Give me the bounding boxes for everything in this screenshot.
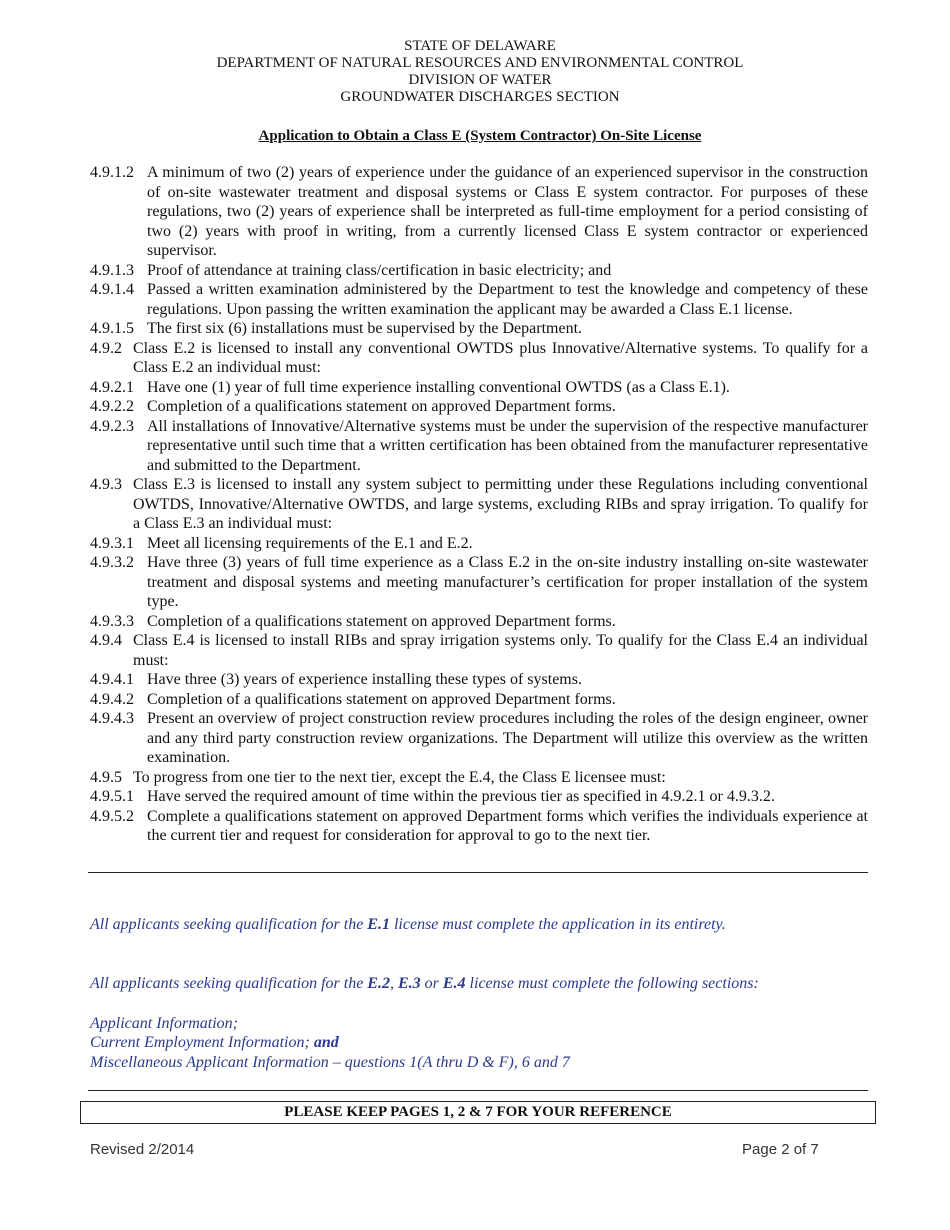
regulation-number: 4.9.4.1 bbox=[90, 671, 134, 688]
regulation-number: 4.9.2.3 bbox=[90, 417, 134, 435]
regulation-item bbox=[90, 534, 868, 554]
note-license-e2: E.2 bbox=[367, 975, 390, 992]
regulation-number: 4.9.3.1 bbox=[90, 534, 134, 552]
header-section: GROUNDWATER DISCHARGES SECTION bbox=[340, 89, 620, 105]
header-state: STATE OF DELAWARE bbox=[404, 38, 556, 54]
note-e234-text-end: license must complete the following sections: bbox=[465, 975, 759, 992]
note-e1-text: All applicants seeking qualification for the bbox=[90, 916, 368, 933]
page-number: Page 2 of 7 bbox=[742, 1141, 819, 1158]
regulation-text: Completion of a qualifications statement on approved Department forms. bbox=[147, 690, 616, 708]
regulation-item bbox=[90, 690, 868, 710]
agency-header bbox=[0, 38, 950, 106]
reference-notice-box: PLEASE KEEP PAGES 1, 2 & 7 FOR YOUR REFERENCE bbox=[80, 1101, 876, 1124]
regulation-text: To progress from one tier to the next tier, except the E.4, the Class E licensee must: bbox=[133, 768, 666, 786]
regulation-item bbox=[90, 378, 868, 398]
regulation-text: All installations of Innovative/Alternative systems must be under the supervision of the respective manufacturer representative until such time that a written certification has been obtained from the manufacturer representative and submitted to the Department. bbox=[147, 417, 868, 474]
regulation-number: 4.9.5 bbox=[90, 768, 122, 786]
regulation-text: Have one (1) year of full time experience installing conventional OWTDS (as a Class E.1). bbox=[147, 378, 730, 396]
regulation-item bbox=[90, 787, 868, 807]
note-separator: , bbox=[389, 975, 398, 992]
regulation-item bbox=[90, 339, 868, 378]
header-department: DEPARTMENT OF NATURAL RESOURCES AND ENVIRONMENTAL CONTROL bbox=[216, 55, 744, 71]
regulation-text: Passed a written examination administered by the Department to test the knowledge and competency of these regulations. Upon passing the written examination the applicant may be awarded a Class E.1 license. bbox=[147, 281, 868, 318]
regulation-number: 4.9.2 bbox=[90, 339, 122, 357]
regulation-text: Completion of a qualifications statement on approved Department forms. bbox=[147, 612, 616, 630]
regulation-number: 4.9.2.2 bbox=[90, 398, 134, 415]
regulation-item bbox=[90, 553, 868, 612]
note-license-e3: E.3 bbox=[397, 975, 421, 992]
regulation-number: 4.9.3 bbox=[90, 476, 122, 493]
regulation-item bbox=[90, 709, 868, 768]
regulation-number: 4.9.1.5 bbox=[90, 320, 134, 337]
regulation-number: 4.9.5.2 bbox=[90, 807, 134, 825]
regulation-text: Have served the required amount of time within the previous tier as specified in 4.9.2.1 or 4.9.3.2. bbox=[147, 788, 775, 805]
regulation-text: Complete a qualifications statement on approved Department forms which verifies the individuals experience at the current tier and request for consideration for approval to go to the next tier. bbox=[147, 807, 868, 844]
regulation-number: 4.9.4.2 bbox=[90, 690, 134, 708]
regulation-item bbox=[90, 261, 868, 281]
regulation-text: Completion of a qualifications statement on approved Department forms. bbox=[147, 398, 616, 415]
required-section-employment-info bbox=[90, 1033, 339, 1053]
required-section-and: and bbox=[309, 1034, 339, 1051]
regulation-item bbox=[90, 280, 868, 319]
note-e234 bbox=[90, 974, 759, 994]
note-e1 bbox=[90, 915, 726, 935]
regulation-item bbox=[90, 807, 868, 846]
note-e234-text: All applicants seeking qualification for the bbox=[90, 975, 368, 992]
regulation-number: 4.9.4.3 bbox=[90, 710, 134, 727]
note-license-e4: E.4 bbox=[442, 975, 466, 992]
note-e1-license: E.1 bbox=[367, 916, 390, 933]
regulation-text: Class E.3 is licensed to install any system subject to permitting under these Regulations including conventional OWTDS, Innovative/Alternative OWTDS, and large systems, excluding RIBs and spray irrigation. To qualify for a Class E.3 an individual must: bbox=[133, 476, 868, 532]
section-divider bbox=[88, 872, 868, 873]
footer-divider bbox=[88, 1090, 868, 1091]
regulation-item bbox=[90, 631, 868, 670]
regulation-text: Have three (3) years of full time experience as a Class E.2 in the on-site industry installing on-site wastewater treatment and disposal systems and meeting manufacturer’s certification for proper installation of the system type. bbox=[147, 554, 868, 610]
header-division: DIVISION OF WATER bbox=[408, 72, 552, 88]
required-section-applicant-info: Applicant Information; bbox=[90, 1015, 238, 1032]
regulation-item bbox=[90, 670, 868, 690]
page-title: Application to Obtain a Class E (System Contractor) On-Site License bbox=[258, 128, 702, 144]
regulation-number: 4.9.4 bbox=[90, 632, 122, 649]
regulation-number: 4.9.1.4 bbox=[90, 281, 134, 298]
regulation-number: 4.9.1.3 bbox=[90, 261, 134, 279]
regulation-text: Class E.4 is licensed to install RIBs and spray irrigation systems only. To qualify for the Class E.4 an individual must: bbox=[133, 632, 868, 669]
note-e1-text-end: license must complete the application in its entirety. bbox=[389, 916, 726, 933]
regulation-item bbox=[90, 768, 868, 788]
revision-date: Revised 2/2014 bbox=[90, 1141, 195, 1158]
regulation-item bbox=[90, 163, 868, 261]
note-separator-or: or bbox=[420, 975, 443, 992]
required-section-misc-info: Miscellaneous Applicant Information – questions 1(A thru D & F), 6 and 7 bbox=[90, 1054, 570, 1071]
regulation-number: 4.9.5.1 bbox=[90, 788, 134, 805]
regulation-text: Proof of attendance at training class/certification in basic electricity; and bbox=[147, 261, 612, 279]
regulation-item bbox=[90, 417, 868, 476]
regulation-item bbox=[90, 397, 868, 417]
regulation-text: Present an overview of project construction review procedures including the roles of the design engineer, owner and any third party construction review organizations. The Department will utilize this overview as the written examination. bbox=[147, 710, 868, 766]
regulation-text: The first six (6) installations must be supervised by the Department. bbox=[147, 320, 583, 337]
regulation-number: 4.9.3.2 bbox=[90, 554, 134, 571]
regulation-number: 4.9.2.1 bbox=[90, 378, 134, 396]
regulation-number: 4.9.1.2 bbox=[90, 164, 134, 181]
regulation-item bbox=[90, 319, 868, 339]
regulation-item bbox=[90, 612, 868, 632]
required-section-employment-label: Current Employment Information; bbox=[90, 1034, 310, 1051]
regulation-number: 4.9.3.3 bbox=[90, 612, 134, 630]
regulation-item bbox=[90, 475, 868, 534]
regulation-text: Have three (3) years of experience installing these types of systems. bbox=[147, 671, 582, 688]
regulation-text: Meet all licensing requirements of the E.1 and E.2. bbox=[147, 534, 473, 552]
regulation-text: A minimum of two (2) years of experience under the guidance of an experienced supervisor in the construction of on-site wastewater treatment and disposal systems or Class E system contractor. For purposes of these regulations, two (2) years of experience shall be interpreted as full-time employment for a period consisting of two (2) years with proof in writing, from a currently licensed Class E system contractor or experienced supervisor. bbox=[147, 164, 868, 259]
regulation-text: Class E.2 is licensed to install any conventional OWTDS plus Innovative/Alternative systems. To qualify for a Class E.2 an individual must: bbox=[133, 339, 868, 376]
regulation-list bbox=[90, 163, 868, 846]
